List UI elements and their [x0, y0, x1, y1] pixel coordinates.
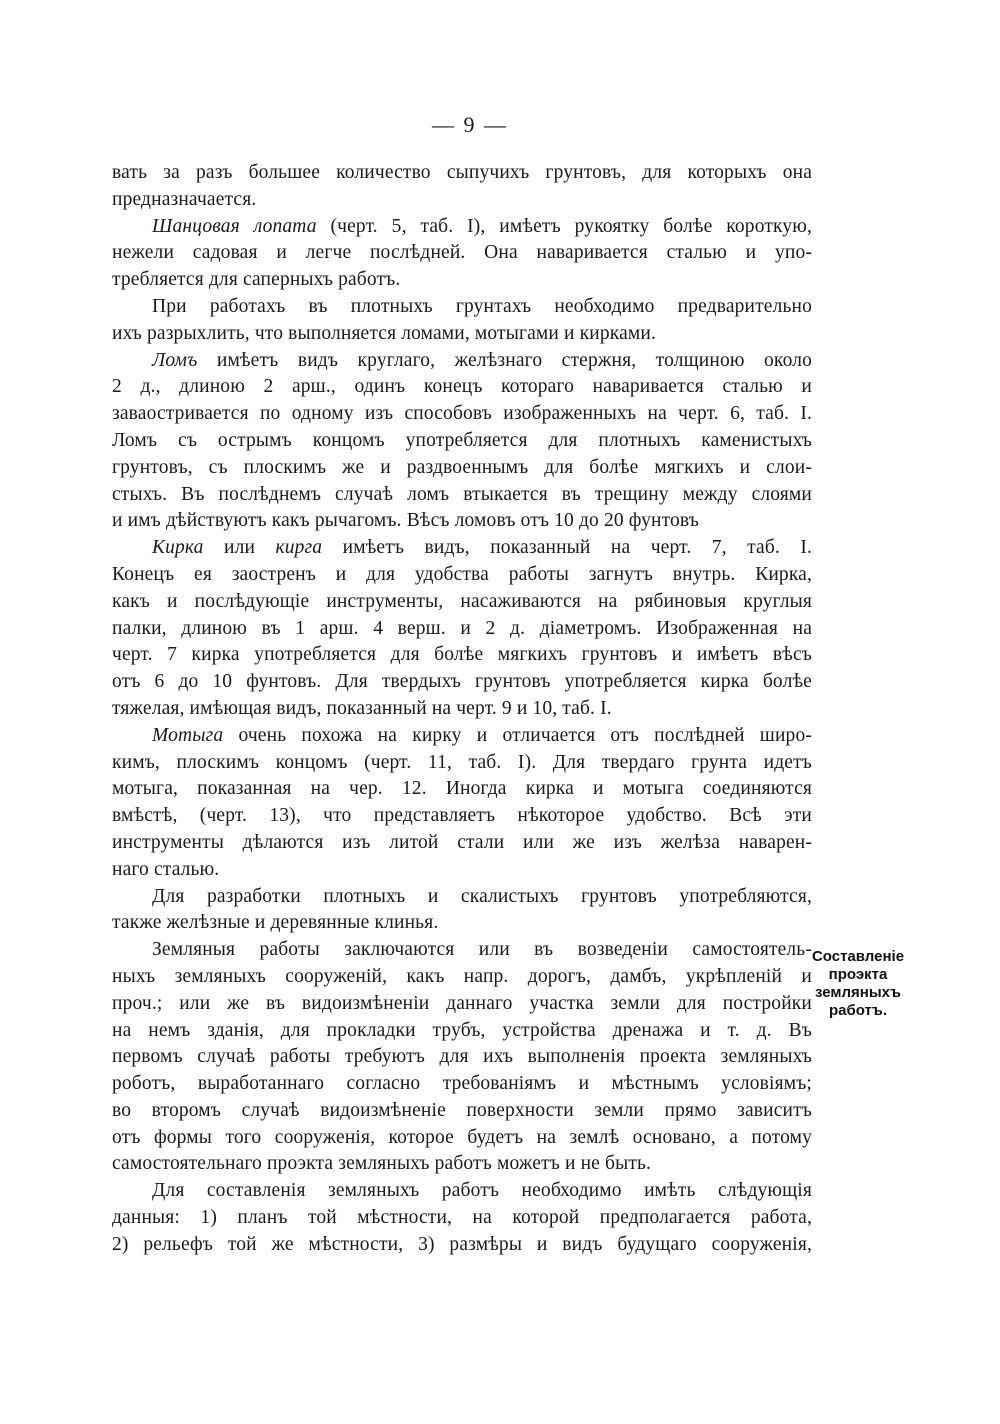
- text-line: предназначается.: [112, 188, 257, 210]
- text-line: 2 д., длиною 2 арш., одинъ конецъ котораго наваривается сталью и: [112, 376, 812, 398]
- term-pickaxe-alt: кирга: [275, 537, 323, 559]
- text-line: отъ 6 до 10 фунтовъ. Для твердыхъ грунтовъ употребляется кирка болѣе: [112, 671, 812, 693]
- margin-note-line: проэкта: [828, 966, 888, 983]
- text-line: и имъ дѣйствуютъ какъ рычагомъ. Вѣсъ ломовъ отъ 10 до 20 фунтовъ: [112, 510, 700, 532]
- term-hoe: Мотыга: [152, 724, 224, 746]
- text-line: Для разработки плотныхъ и скалистыхъ грунтовъ употребляются,: [152, 885, 812, 907]
- text-line: палки, длиною въ 1 арш. 4 верш. и 2 д. діаметромъ. Изображенная на: [112, 617, 812, 639]
- text-line: какъ и послѣдующіе инструменты, насаживаются на рябиновыя круглыя: [112, 590, 812, 612]
- text-line: вмѣстѣ, (черт. 13), что представляетъ нѣкоторое удобство. Всѣ эти: [112, 805, 812, 827]
- text-line: Земляныя работы заключаются или въ возведеніи самостоятель-: [152, 939, 812, 961]
- term-pickaxe: Кирка: [152, 537, 204, 559]
- text-line: Мотыга очень похожа на кирку и отличается отъ послѣдней широ-: [152, 724, 812, 746]
- text-line: 2) рельефъ той же мѣстности, 3) размѣры и видъ будущаго сооруженія,: [112, 1233, 812, 1255]
- margin-note: [806, 948, 910, 1020]
- page-number: — 9 —: [432, 112, 508, 137]
- text-line: данныя: 1) планъ той мѣстности, на которой предполагается работа,: [112, 1207, 812, 1229]
- text-line: требляется для саперныхъ работъ.: [112, 269, 401, 291]
- text-line: кимъ, плоскимъ концомъ (черт. 11, таб. I). Для твердаго грунта идетъ: [112, 751, 812, 773]
- text-line: Ломъ съ острымъ концомъ употребляется для плотныхъ каменистыхъ: [112, 429, 812, 451]
- text-line: заваостривается по одному изъ способовъ изображенныхъ на черт. 6, таб. I.: [112, 403, 812, 425]
- margin-note-line: земляныхъ: [815, 984, 901, 1001]
- text-line: Кирка или кирга имѣетъ видъ, показанный на черт. 7, таб. I.: [152, 537, 812, 559]
- text-line: наго сталью.: [112, 858, 220, 880]
- text-line: первомъ случаѣ работы требуютъ для ихъ выполненія проекта земляныхъ: [112, 1046, 812, 1068]
- text-line: вать за разъ большее количество сыпучихъ грунтовъ, для которыхъ она: [112, 162, 812, 183]
- text-line: также желѣзные и деревянные клинья.: [112, 912, 439, 934]
- text-line: самостоятельнаго проэкта земляныхъ работъ можетъ и не быть.: [112, 1153, 652, 1175]
- text-line: во второмъ случаѣ видоизмѣненіе поверхности земли прямо зависитъ: [112, 1099, 812, 1121]
- text-line: Конецъ ея заостренъ и для удобства работы загнутъ внутрь. Кирка,: [112, 563, 812, 585]
- text-line: черт. 7 кирка употребляется для болѣе мягкихъ грунтовъ и имѣетъ вѣсъ: [112, 644, 812, 666]
- margin-note-line: работъ.: [828, 1002, 887, 1019]
- text-line: проч.; или же въ видоизмѣненіи даннаго участка земли для постройки: [112, 992, 812, 1014]
- text-line: ихъ разрыхлить, что выполняется ломами, мотыгами и кирками.: [112, 322, 656, 344]
- text-line: мотыга, показанная на чер. 12. Иногда кирка и мотыга соединяются: [112, 778, 812, 800]
- term-crowbar: Ломъ: [152, 349, 198, 371]
- text-line: тяжелая, имѣющая видъ, показанный на черт. 9 и 10, таб. I.: [112, 697, 612, 719]
- text-line: нежели садовая и легче послѣдней. Она наваривается сталью и упо-: [112, 242, 812, 264]
- text-line: грунтовъ, съ плоскимъ же и раздвоеннымъ для болѣе мягкихъ и слои-: [112, 456, 812, 478]
- text-line: инструменты дѣлаются изъ литой стали или же изъ желѣза наварен-: [112, 831, 812, 853]
- text-line: Ломъ имѣетъ видъ круглаго, желѣзнаго стержня, толщиною около: [152, 349, 812, 371]
- margin-note-line: Составленіе: [811, 948, 905, 965]
- text-line: роботъ, выработаннаго согласно требованіямъ и мѣстнымъ условіямъ;: [112, 1073, 812, 1095]
- text-line: ныхъ земляныхъ сооруженій, какъ напр. дорогъ, дамбъ, укрѣпленій и: [112, 965, 812, 987]
- term-shovel: Шанцовая лопата: [152, 215, 317, 237]
- body-text: [112, 160, 812, 1259]
- text-line: отъ формы того сооруженія, которое будетъ на землѣ основано, а потому: [112, 1126, 812, 1148]
- text-line: на немъ зданія, для прокладки трубъ, устройства дренажа и т. д. Въ: [112, 1019, 812, 1041]
- text-line: стыхъ. Въ послѣднемъ случаѣ ломъ втыкается въ трещину между слоями: [112, 483, 812, 505]
- text-line: Для составленія земляныхъ работъ необходимо имѣть слѣдующія: [152, 1180, 812, 1202]
- text-line: Шанцовая лопата (черт. 5, таб. I), имѣетъ рукоятку болѣе короткую,: [152, 215, 812, 237]
- text-line: При работахъ въ плотныхъ грунтахъ необходимо предварительно: [152, 295, 812, 317]
